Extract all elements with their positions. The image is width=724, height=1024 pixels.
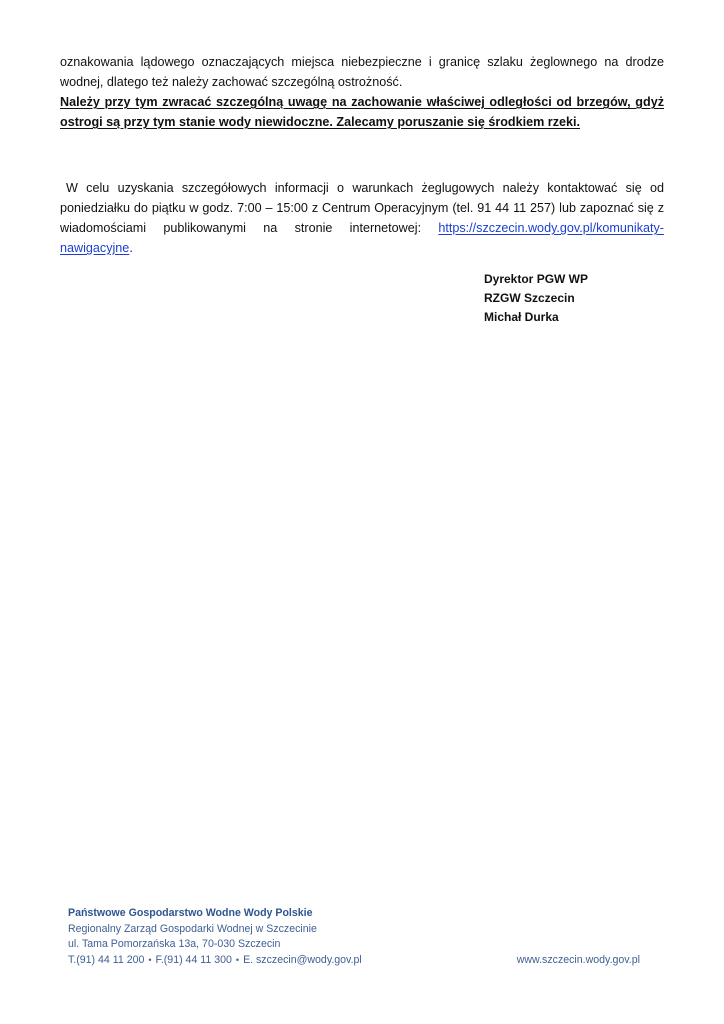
signature-name: Michał Durka [484,310,559,324]
footer-organization: Państwowe Gospodarstwo Wodne Wody Polskie [68,907,313,919]
signature-office: RZGW Szczecin [484,291,575,305]
signature-title: Dyrektor PGW WP [484,272,589,286]
bullet-separator: • [148,954,152,965]
contact-text-end: . [129,241,133,255]
footer-address: ul. Tama Pomorzańska 13a, 70-030 Szczecin [68,938,281,950]
contact-info-paragraph [60,178,664,258]
letterhead-footer [68,906,648,968]
navigation-notices-link[interactable]: https://szczecin.wody.gov.pl/komunikaty-nawigacyjne [60,221,664,255]
contact-text: W celu uzyskania szczegółowych informacji o warunkach żeglugowych należy kontaktować się od poniedziałku do piątku w godz. 7:00 – 15:00 z Centrum Operacyjnym (tel. 91 44 11 257) lub zapoznać się z wiadomościami publikowanymi na stronie internetowej: [60,181,664,235]
footer-email: E. szczecin@wody.gov.pl [243,953,362,966]
bullet-separator: • [235,954,240,965]
paragraph-text: oznakowania lądowego oznaczających miejsca niebezpieczne i granicę szlaku żeglownego na drodze wodnej, dlatego też należy zachować szczególną ostrożność. [60,55,664,89]
footer-website: www.szczecin.wody.gov.pl [516,953,640,966]
navigation-notice-paragraph [60,52,664,132]
signature-block [484,270,588,327]
footer-fax: F.(91) 44 11 300 [155,953,232,966]
warning-text: Należy przy tym zwracać szczególną uwagę na zachowanie właściwej odległości od brzegów, gdyż ostrogi są przy tym stanie wody niewidoczne. Zalecamy poruszanie się środkiem rzeki. [60,95,664,129]
footer-phone: T.(91) 44 11 200 [68,953,145,966]
footer-unit: Regionalny Zarząd Gospodarki Wodnej w Szczecinie [68,922,317,935]
